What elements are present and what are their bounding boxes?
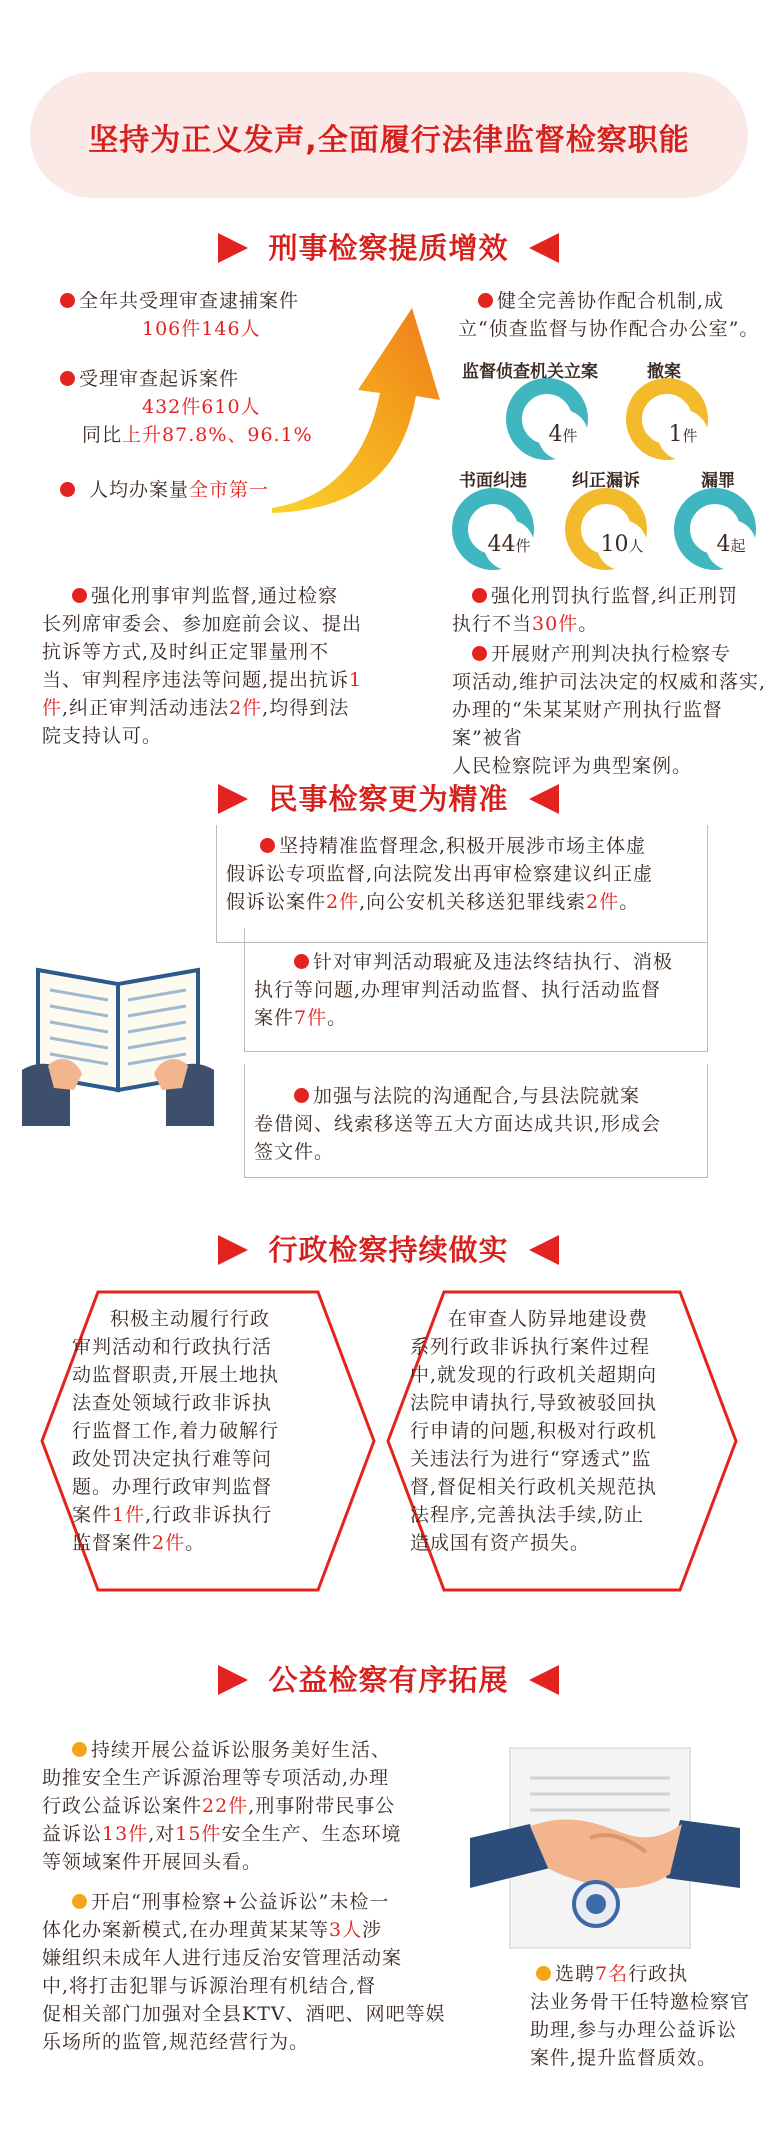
triangle-marker-icon [218,784,248,814]
public-interest-para-2: 开启“刑事检察+公益诉讼”未检一 体化办案新模式,在办理黄某某等3人涉 嫌组织未成年人进行违反治安管理活动案 中,将打击犯罪与诉源治理有机结合,督 促相关部门加强对全县KTV、酒吧、网吧等娱 乐场所的监管,规范经营行为。 [42,1891,446,2053]
section-title-text: 行政检察持续做实 [268,1233,509,1267]
criminal-item-3: 人均办案量全市第一 [60,476,390,504]
section-title-civil [0,777,777,821]
criminal-item-1-figure: 106件146人 [142,318,261,340]
criminal-item-2-figure: 432件610人 [142,396,261,418]
triangle-marker-icon [529,784,559,814]
triangle-marker-icon [218,233,248,263]
triangle-marker-icon [218,1665,248,1695]
triangle-marker-icon [529,1665,559,1695]
civil-para-2: 针对审判活动瑕疵及违法终结执行、消极 执行等问题,办理审判活动监督、执行活动监督 案件7件。 [254,951,674,1029]
criminal-penalty-supervision: 强化刑罚执行监督,纠正刑罚 执行不当30件。 [452,585,739,635]
growth-arrow-icon [262,298,452,518]
triangle-marker-icon [218,1235,248,1265]
public-interest-para-1: 持续开展公益诉讼服务美好生活、 助推安全生产诉源治理等专项活动,办理 行政公益诉讼案件22件,刑事附带民事公 益诉讼13件,对15件安全生产、生态环境 等领域案件开展回头看。 [42,1739,402,1873]
stat-circle-withdraw: 1件 [626,378,708,460]
triangle-marker-icon [529,233,559,263]
triangle-marker-icon [529,1235,559,1265]
page-title: 坚持为正义发声,全面履行法律监督检察职能 [88,123,690,158]
public-interest-para-3: 选聘7名行政执 法业务骨干任特邀检察官 助理,参与办理公益诉讼 案件,提升监督质效。 [530,1963,751,2069]
stat-label-missed-prosecution: 纠正漏诉 [572,471,640,491]
admin-right-text: 在审查人防异地建设费 系列行政非诉执行案件过程 中,就发现的行政机关超期向 法院申请执行,导致被驳回执 行申请的问题,积极对行政机 关违法行为进行“穿透式”监 督,督促相关行政机关规范执 法程序,完善执法手续,防止 造成国有资产损失。 [410,1308,658,1554]
admin-left-text: 积极主动履行行政 审判活动和行政执行活 动监督职责,开展土地执 法查处领域行政非诉执 行监督工作,着力破解行 政处罚决定执行难等问 题。办理行政审判监督 案件1件,行政非诉执行 监督案件2件。 [72,1308,280,1554]
stat-label-written-correction: 书面纠违 [459,471,527,491]
section-title-text: 刑事检察提质增效 [268,231,509,265]
stat-label-case-filing: 监督侦查机关立案 [462,362,598,382]
criminal-item-2: 受理审查起诉案件 432件610人 同比上升87.8%、96.1% [60,365,390,449]
section-title-administrative [0,1228,777,1272]
criminal-item-1: 全年共受理审查逮捕案件 106件146人 [60,287,390,343]
open-book-icon [18,950,218,1130]
stat-label-missed-crime: 漏罪 [701,471,735,491]
section-title-text: 民事检察更为精准 [268,782,509,816]
page-header [30,72,748,198]
criminal-property-penalty: 开展财产刑判决执行检察专 项活动,维护司法决定的权威和落实, 办理的“朱某某财产刑执行监督案”被省 人民检察院评为典型案例。 [452,643,767,777]
section-title-text: 公益检察有序拓展 [268,1663,509,1697]
stat-circle-missed-crime: 4起 [674,488,756,570]
handshake-icon [470,1728,740,1958]
civil-para-3: 加强与法院的沟通配合,与县法院就案 卷借阅、线索移送等五大方面达成共识,形成会 签文件。 [254,1085,662,1163]
stat-circle-missed-prosecution: 10人 [565,488,647,570]
stat-circle-written-correction: 44件 [452,488,534,570]
civil-para-1: 坚持精准监督理念,积极开展涉市场主体虚 假诉讼专项监督,向法院发出再审检察建议纠正虚 假诉讼案件2件,向公安机关移送犯罪线索2件。 [226,835,654,913]
stat-label-withdraw: 撤案 [647,362,681,382]
section-title-public-interest [0,1658,777,1702]
criminal-trial-supervision: 强化刑事审判监督,通过检察 长列席审委会、参加庭前会议、提出 抗诉等方式,及时纠正定罪量刑不 当、审判程序违法等问题,提出抗诉1 件,纠正审判活动违法2件,均得到法 院支持认可。 [42,585,363,747]
criminal-mechanism: 健全完善协作配合机制,成 立“侦查监督与协作配合办公室”。 [458,290,760,340]
section-title-criminal [0,226,777,270]
stat-circle-case-filing: 4件 [506,378,588,460]
